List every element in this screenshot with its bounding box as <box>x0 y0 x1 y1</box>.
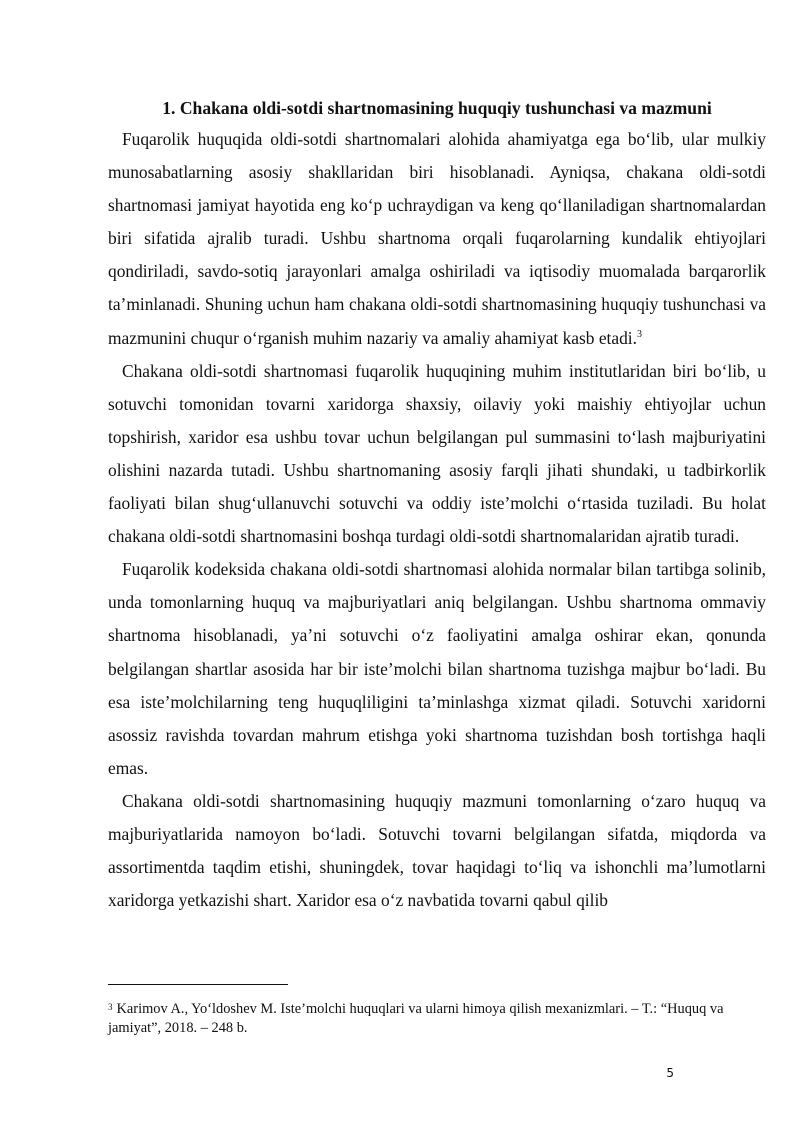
footnote-reference[interactable]: 3 <box>636 328 642 340</box>
page-number: 5 <box>666 1066 674 1080</box>
footnote-divider <box>108 984 288 985</box>
paragraph <box>108 123 766 355</box>
footnote <box>108 998 766 1038</box>
body-text <box>108 123 766 917</box>
paragraph <box>108 785 766 917</box>
footnote-text: Karimov A., Yo‘ldoshev M. Iste’molchi huquqlari va ularni himoya qilish mexanizmlari. – T.: “Huquq va jamiyat”, 2018. – 248 b. <box>108 1001 724 1036</box>
paragraph-text: Fuqarolik huquqida oldi-sotdi shartnomalari alohida ahamiyatga ega bo‘lib, ular mulkiy munosabatlarning asosiy shakllaridan biri hisoblanadi. Ayniqsa, chakana oldi-sotdi shartnomasi jamiyat hayotida eng ko‘p uchraydigan va keng qo‘llaniladigan shartnomalardan biri sifatida ajralib turadi. Ushbu shartnoma orqali fuqarolarning kundalik ehtiyojlari qondiriladi, savdo-sotiq jarayonlari amalga oshiriladi va iqtisodiy muomalada barqarorlik ta’minlanadi. Shuning uchun ham chakana oldi-sotdi shartnomasining huquqiy tushunchasi va mazmunini chuqur o‘rganish muhim nazariy va amaliy ahamiyat kasb etadi. <box>108 129 766 348</box>
paragraph-text: Fuqarolik kodeksida chakana oldi-sotdi shartnomasi alohida normalar bilan tartibga solinib, unda tomonlarning huquq va majburiyatlari aniq belgilangan. Ushbu shartnoma ommaviy shartnoma hisoblanadi, ya’ni sotuvchi o‘z faoliyatini amalga oshirar ekan, qonunda belgilangan shartlar asosida har bir iste’molchi bilan shartnoma tuzishga majbur bo‘ladi. Bu esa iste’molchilarning teng huquqliligini ta’minlashga xizmat qiladi. Sotuvchi xaridorni asossiz ravishda tovardan mahrum etishga yoki shartnoma tuzishdan bosh tortishga haqli emas. <box>108 559 766 778</box>
paragraph-text: Chakana oldi-sotdi shartnomasi fuqarolik huquqining muhim institutlaridan biri bo‘lib, u sotuvchi tomonidan tovarni xaridorga shaxsiy, oilaviy yoki maishiy ehtiyojlar uchun topshirish, xaridor esa ushbu tovar uchun belgilangan pul summasini to‘lash majburiyatini olishini nazarda tutadi. Ushbu shartnomaning asosiy farqli jihati shundaki, u tadbirkorlik faoliyati bilan shug‘ullanuvchi sotuvchi va oddiy iste’molchi o‘rtasida tuziladi. Bu holat chakana oldi-sotdi shartnomasini boshqa turdagi oldi-sotdi shartnomalaridan ajratib turadi. <box>108 360 766 547</box>
paragraph-text: Chakana oldi-sotdi shartnomasining huquqiy mazmuni tomonlarning o‘zaro huquq va majburiyatlarida namoyon bo‘ladi. Sotuvchi tovarni belgilangan sifatda, miqdorda va assortimentda taqdim etishi, shuningdek, tovar haqidagi to‘liq va ishonchli ma’lumotlarni xaridorga yetkazishi shart. Xaridor esa o‘z navbatida tovarni qabul qilib <box>108 790 766 911</box>
section-title: 1. Chakana oldi-sotdi shartnomasining huquqiy tushunchasi va mazmuni <box>162 98 712 118</box>
paragraph <box>108 355 766 554</box>
footnote-mark: 3 <box>108 1002 113 1012</box>
paragraph <box>108 553 766 785</box>
